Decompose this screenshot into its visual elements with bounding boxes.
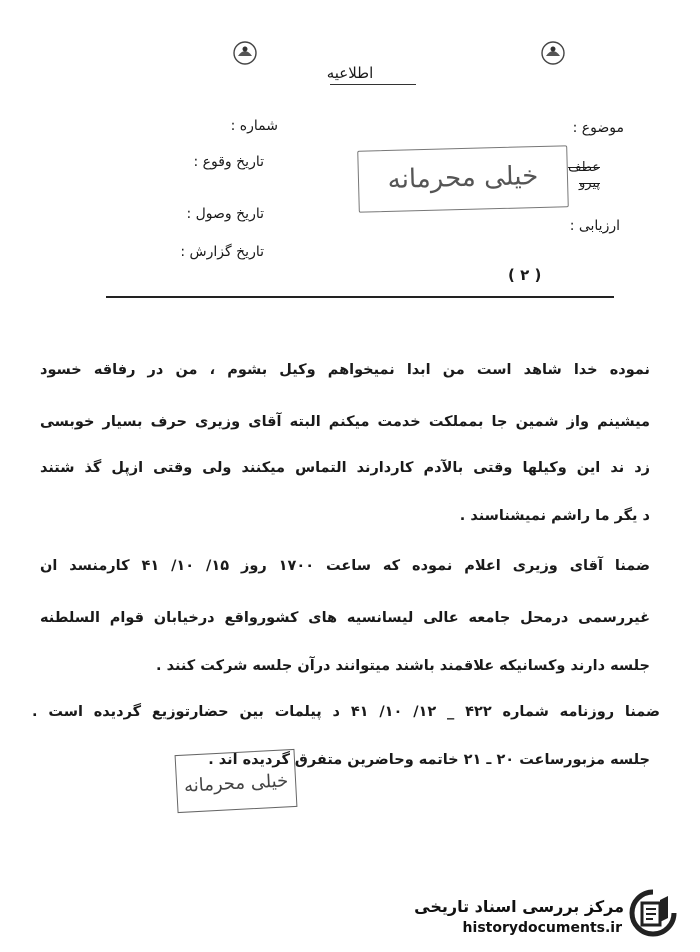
emblem-icon xyxy=(540,40,566,66)
body-line: نموده خدا شاهد است من ابدا نمیخواهم وکیل بشوم ، من در رفاقه خسود xyxy=(40,362,650,378)
title-underline xyxy=(330,84,416,85)
watermark-url: historydocuments.ir xyxy=(462,920,622,936)
followup-label: پیرو xyxy=(579,176,600,191)
body-line: میشینم واز شمین جا بمملکت خدمت میکنم البته آقای وزیری حرف بسیار خوبسی xyxy=(40,414,650,430)
subject-label: موضوع : xyxy=(572,120,624,136)
reference-label: عطف xyxy=(568,160,600,175)
body-line: جلسه دارند وکسانیکه علاقمند باشند میتوانند درآن جلسه شرکت کنند . xyxy=(156,658,650,674)
body-line: د یگر ما راشم نمیشناسند . xyxy=(459,508,650,524)
page-number: ( ۲ ) xyxy=(508,266,542,284)
classification-stamp-bottom-text: خیلی محرمانه xyxy=(183,770,289,797)
emblem-icon xyxy=(232,40,258,66)
classification-stamp-text: خیلی محرمانه xyxy=(387,161,539,195)
body-line: ضمنا روزنامه شماره ۴۲۲ _ ۱۲/ ۱۰/ ۴۱ د پیلمات بین حضارتوزیع گردیده است . xyxy=(32,704,660,720)
archive-logo-icon xyxy=(628,888,678,938)
classification-stamp xyxy=(357,145,569,212)
header-divider xyxy=(106,296,614,298)
event-date-label: تاریخ وقوع : xyxy=(193,154,264,170)
evaluation-label: ارزیابی : xyxy=(569,218,620,234)
number-label: شماره : xyxy=(230,118,278,134)
body-line: زد ند این وکیلها وقتی بالآدم کاردارند التماس میکنند ولی وقتی ازپل گذ شتند xyxy=(40,460,650,476)
document-title: اطلاعیه xyxy=(326,64,374,82)
body-line: ضمنا آقای وزیری اعلام نموده که ساعت ۱۷۰۰ روز ۱۵/ ۱۰/ ۴۱ کارمنسد ان xyxy=(40,558,650,574)
body-line: غیررسمی درمحل جامعه عالی لیسانسیه های کشورواقع درخیابان قوام السلطنه xyxy=(40,610,650,626)
body-line: جلسه مزبورساعت ۲۰ ـ ۲۱ خاتمه وحاضرین متفرق گردیده اند . xyxy=(208,752,650,768)
watermark-title: مرکز بررسی اسناد تاریخی xyxy=(414,897,624,916)
arrival-date-label: تاریخ وصول : xyxy=(186,206,264,222)
report-date-label: تاریخ گزارش : xyxy=(180,244,264,260)
classification-stamp-bottom xyxy=(175,749,298,813)
